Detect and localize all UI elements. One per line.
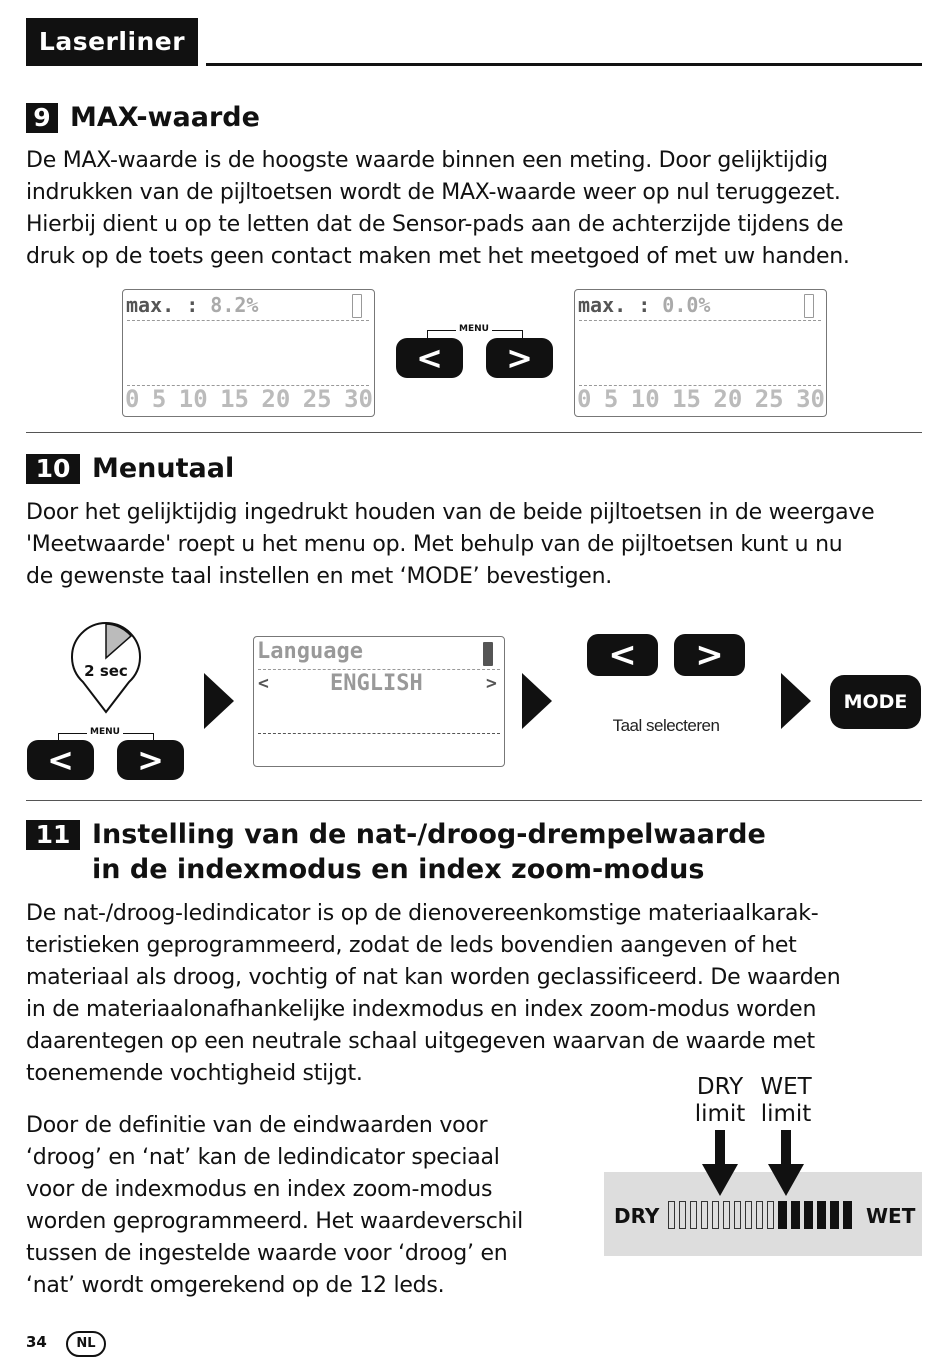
text-line: tussen de ingestelde waarde voor ‘droog’ en	[26, 1241, 508, 1266]
text-line: Door het gelijktijdig ingedrukt houden van de beide pijltoetsen in de weergave	[26, 500, 875, 525]
scale-label: 5	[603, 385, 619, 413]
menu-label: MENU	[456, 324, 492, 334]
left-arrow-button[interactable]: <	[27, 740, 94, 780]
right-arrow-button[interactable]: >	[486, 338, 553, 378]
right-arrow-button[interactable]: >	[117, 740, 184, 780]
text-line: daarentegen op een neutrale schaal uitgegeven waarvan de waarde met	[26, 1029, 815, 1054]
lcd-scale	[577, 385, 825, 413]
scale-label: 10	[630, 385, 660, 413]
scale-label: 30	[796, 385, 825, 413]
wet-limit-line: WET	[760, 1074, 812, 1100]
lcd-left-arrow: <	[258, 673, 269, 694]
led-segment	[843, 1201, 852, 1229]
menu-label: MENU	[87, 727, 123, 737]
led-segment	[723, 1201, 730, 1229]
dry-limit-label	[690, 1074, 750, 1128]
text-line: indrukken van de pijltoetsen wordt de MAX-waarde weer op nul teruggezet.	[26, 180, 841, 205]
section-divider	[26, 800, 922, 801]
led-segment	[668, 1201, 675, 1229]
text-line: materiaal als droog, vochtig of nat kan worden geclassificeerd. De waarden	[26, 965, 841, 990]
dry-limit-line: DRY	[696, 1074, 744, 1100]
text-line: toenemende vochtigheid stijgt.	[26, 1061, 363, 1086]
section-9-text	[26, 145, 926, 273]
dry-limit-arrow-icon	[702, 1130, 738, 1196]
lcd-display-before	[122, 289, 375, 417]
language-lcd-display	[253, 636, 505, 767]
page-number: 34	[26, 1333, 47, 1351]
section-11-title	[92, 817, 766, 887]
section-10-title: Menutaal	[92, 453, 235, 484]
lcd-display-after	[574, 289, 827, 417]
led-segment	[804, 1201, 813, 1229]
arrow-right-icon	[522, 673, 552, 729]
battery-icon	[483, 642, 493, 666]
battery-icon	[352, 294, 362, 318]
section-10-text	[26, 497, 926, 593]
section-11-text-2	[26, 1110, 586, 1302]
timer-label: 2 sec	[84, 662, 128, 680]
scale-label: 15	[672, 385, 701, 413]
led-segment	[817, 1201, 826, 1229]
led-segment	[791, 1201, 800, 1229]
bar-wet-label: WET	[866, 1204, 916, 1228]
text-line: teristieken geprogrammeerd, zodat de leds bovendien aangeven of het	[26, 933, 797, 958]
text-line: 'Meetwaarde' roept u het menu op. Met behulp van de pijltoetsen kunt u nu	[26, 532, 843, 557]
text-line: voor de indexmodus en index zoom-modus	[26, 1177, 493, 1202]
text-line: De nat-/droog-ledindicator is op de dienovereenkomstige materiaalkarak-	[26, 901, 819, 926]
wet-limit-label	[756, 1074, 816, 1128]
led-segment	[830, 1201, 839, 1229]
scale-label: 0	[125, 385, 140, 413]
language-badge: NL	[66, 1331, 106, 1357]
lcd-dash-top	[127, 320, 369, 321]
scale-label: 15	[220, 385, 249, 413]
scale-label: 0	[577, 385, 592, 413]
arrow-right-icon	[204, 673, 234, 729]
max-label: max. :	[578, 293, 651, 317]
wet-limit-line: limit	[760, 1101, 812, 1127]
section-11-text	[26, 898, 926, 1090]
led-segment	[701, 1201, 708, 1229]
text-line: ‘droog’ en ‘nat’ kan de ledindicator speciaal	[26, 1145, 500, 1170]
arrow-right-icon	[781, 673, 811, 729]
brand-logo: Laserliner	[26, 18, 198, 66]
text-line: De MAX-waarde is de hoogste waarde binnen een meting. Door gelijktijdig	[26, 148, 828, 173]
section-divider	[26, 432, 922, 433]
scale-label: 10	[178, 385, 208, 413]
scale-label: 20	[713, 385, 743, 413]
led-segment	[778, 1201, 787, 1229]
bar-dry-label: DRY	[614, 1204, 660, 1228]
text-line: druk op de toets geen contact maken met het meetgoed of met uw handen.	[26, 244, 850, 269]
mode-button[interactable]: MODE	[830, 675, 921, 729]
left-arrow-button[interactable]: <	[396, 338, 463, 378]
lcd-scale	[125, 385, 373, 413]
lcd-title: Language	[257, 639, 363, 664]
wet-limit-arrow-icon	[768, 1130, 804, 1196]
max-value: 0.0%	[662, 293, 711, 317]
scale-label: 5	[151, 385, 167, 413]
scale-label: 30	[344, 385, 373, 413]
led-segment	[712, 1201, 719, 1229]
text-line: worden geprogrammeerd. Het waardeverschil	[26, 1209, 523, 1234]
select-caption: Taal selecteren	[612, 716, 720, 735]
left-arrow-button[interactable]: <	[587, 634, 658, 676]
led-segment	[690, 1201, 697, 1229]
led-segment	[745, 1201, 752, 1229]
led-segment	[767, 1201, 774, 1229]
section-9-number: 9	[26, 103, 58, 133]
led-segment	[756, 1201, 763, 1229]
text-line: ‘nat’ wordt omgerekend op de 12 leds.	[26, 1273, 445, 1298]
max-label: max. :	[126, 293, 199, 317]
lcd-dash-top	[579, 320, 821, 321]
title-line: in de indexmodus en index zoom-modus	[92, 854, 705, 885]
section-10-number: 10	[26, 454, 80, 484]
scale-label: 25	[754, 385, 784, 413]
led-bar	[668, 1201, 856, 1233]
text-line: Door de definitie van de eindwaarden voor	[26, 1113, 488, 1138]
scale-label: 25	[302, 385, 332, 413]
header-rule	[206, 63, 922, 66]
scale-label: 20	[261, 385, 291, 413]
section-11-number: 11	[26, 820, 80, 850]
battery-icon	[804, 294, 814, 318]
section-9-title: MAX-waarde	[70, 102, 260, 133]
lcd-dash-bottom	[258, 733, 500, 734]
text-line: in de materiaalonafhankelijke indexmodus en index zoom-modus worden	[26, 997, 817, 1022]
max-value: 8.2%	[210, 293, 259, 317]
lcd-dash-top	[258, 669, 500, 670]
title-line: Instelling van de nat-/droog-drempelwaarde	[92, 819, 766, 850]
lcd-right-arrow: >	[486, 673, 497, 694]
led-segment	[679, 1201, 686, 1229]
dry-limit-line: limit	[694, 1101, 746, 1127]
text-line: de gewenste taal instellen en met ‘MODE’ bevestigen.	[26, 564, 613, 589]
lcd-value: ENGLISH	[330, 671, 423, 696]
right-arrow-button[interactable]: >	[674, 634, 745, 676]
led-segment	[734, 1201, 741, 1229]
text-line: Hierbij dient u op te letten dat de Sensor-pads aan de achterzijde tijdens de	[26, 212, 844, 237]
